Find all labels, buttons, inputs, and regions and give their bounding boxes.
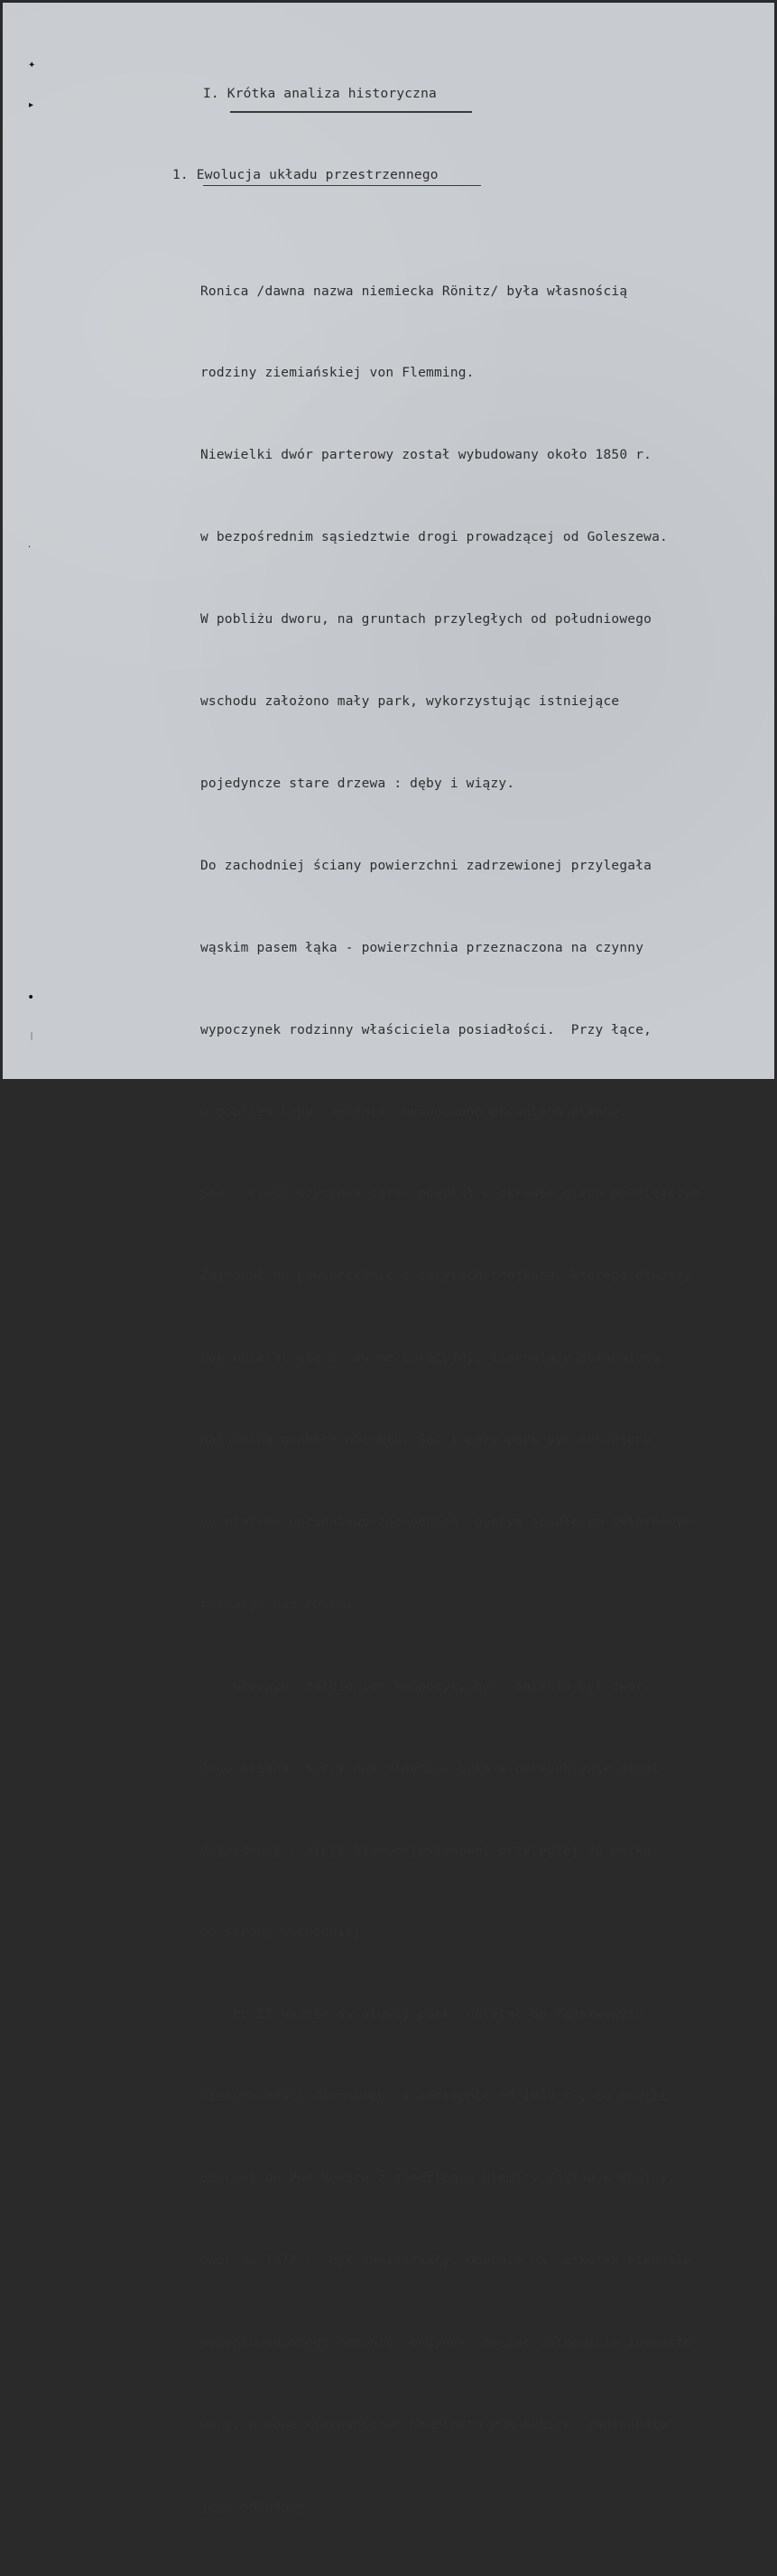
subsection-heading: 1. Ewolucja układu przestrzennego (172, 168, 439, 182)
text-line: Zajmował on powierzchnię o zarysach trójkąta, którego dłuższy (200, 1269, 692, 1284)
text-line: W pobliżu dworu, na gruntach przyległych od południowego (200, 612, 652, 628)
text-line: Jego ściana Szczytowa widoczna była w perspektywie drogi (200, 1761, 660, 1776)
text-line: Do zachodniej ściany powierzchni zadrzewionej przylegała (200, 858, 652, 873)
text-line: Głównym założeniem kompozycyjnym obiektu był dwór. (200, 1679, 652, 1694)
text-line: od strony wschodniej. (200, 1925, 370, 1940)
body-text (200, 223, 700, 2576)
text-line: Sad - część użytkowa parku powstał w okresie nieco późniejszym (200, 1186, 700, 1202)
text-line: wypoczynek rodzinny właściciela posiadłości. Przy łące, (200, 1022, 652, 1037)
text-line: jego odbudowy. (200, 2499, 314, 2515)
text-line: Niewielki dwór parterowy został wybudowany około 1850 r. (200, 448, 652, 463)
document-page (3, 3, 774, 2515)
margin-mark: ᛁ (29, 1032, 34, 1042)
text-line: rodziny ziemiańskiej von Flemming. (200, 366, 475, 381)
text-line: Dwór do 1972 r. był zamieszkały. Obecnie na wskutek niedbale (200, 2253, 692, 2268)
text-line: obecnej do PGR Benice z siedzibą w Niemicy Zakład w Ronicy. (200, 2171, 676, 2187)
text-line: wschodu założono mały park, wykorzystując istniejące (200, 694, 620, 710)
text-line: bok opierał się o rów melioracyjny, stanowiący południową (200, 1351, 660, 1366)
text-line: wąskim pasem łąka - powierzchnia przeznaczona na czynny (200, 940, 644, 955)
margin-mark: ▸ (29, 100, 34, 110)
margin-mark: ✦ (28, 60, 36, 70)
text-line: w bezpośrednim sąsiedztwie drogi prowadzącej od Goleszewa. (200, 530, 668, 545)
text-line: pojedyncze stare drzewa : dęby i wiązy. (200, 776, 515, 791)
heading-underline (230, 111, 472, 113)
text-line: naturalną granicę obiektu. Sad i cały park był chroniony (200, 1433, 652, 1448)
text-line: Nieruchomości Ziemskich, a następnie od 1949 r., do chwili (200, 2089, 668, 2105)
text-line: Po II wojnie światowej park należał do Państwowych (200, 2007, 644, 2023)
subheading-underline (203, 185, 481, 186)
text-line: przeprowadzonego remontu budynek został całkowicie zdewasto (200, 2335, 692, 2350)
margin-mark: • (27, 990, 35, 1005)
text-line: od wiatrów południowo-zachodnich gęstym szpalerem świerkowym (200, 1514, 692, 1530)
text-line: rosnącym nad rowem. (200, 1596, 354, 1612)
section-heading: I. Krótka analiza historyczna (203, 87, 437, 101)
text-line: dojazdowej - aleji lipowo-jesionowej przyległej do parku (200, 1843, 652, 1858)
text-line: w pobliżu kępy derenia wybudowano drewnianą altanę. (200, 1104, 628, 1120)
text-line: wany, a nowe kierownictwo Kombinatu PGR Benice zaniechało (200, 2417, 668, 2432)
text-line: Ronica /dawna nazwa niemiecka Rönitz/ była własnością (200, 284, 628, 299)
margin-mark: · (28, 543, 32, 553)
